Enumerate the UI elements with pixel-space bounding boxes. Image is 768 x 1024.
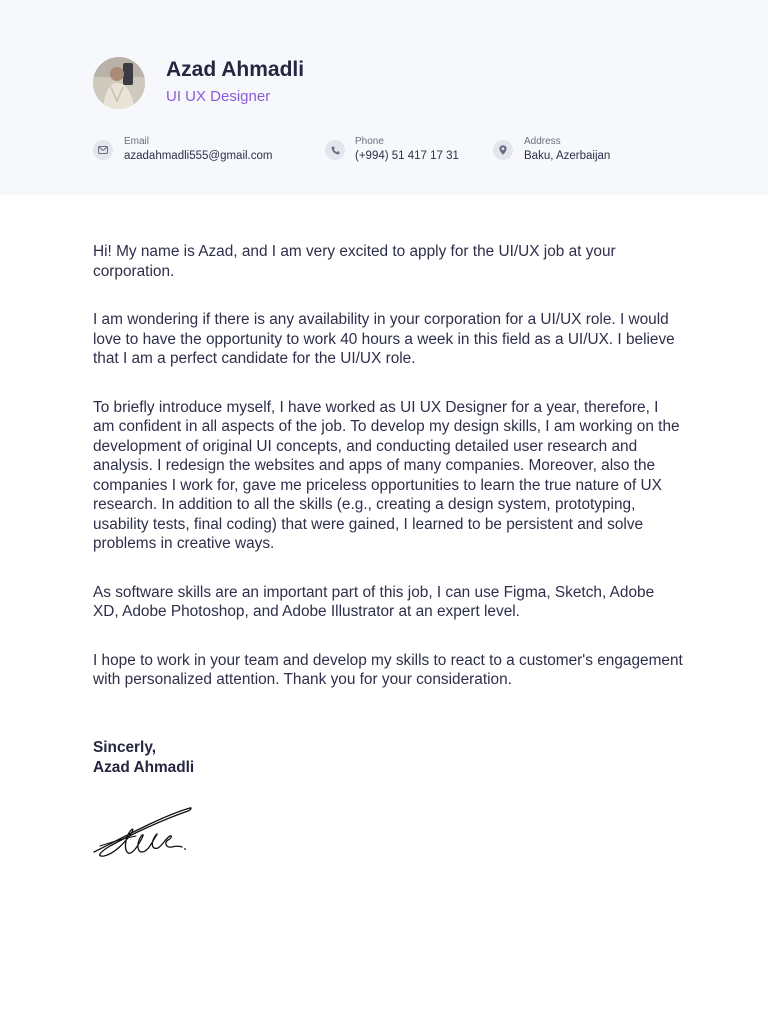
phone-icon [325, 140, 345, 160]
phone-value: (+994) 51 417 17 31 [355, 150, 459, 162]
letter-header [0, 0, 768, 195]
handwritten-signature [92, 802, 194, 862]
letter-body [93, 242, 683, 719]
letter-paragraph: Hi! My name is Azad, and I am very excited to apply for the UI/UX job at your corporation. [93, 243, 616, 280]
location-pin-icon [493, 140, 513, 160]
letter-paragraph: I hope to work in your team and develop my skills to react to a customer's engagement with personalized attention. Thank you for your consideration. [93, 651, 683, 688]
avatar [93, 57, 145, 109]
letter-closing [93, 738, 194, 777]
phone-label: Phone [355, 136, 384, 147]
address-value: Baku, Azerbaijan [524, 150, 611, 162]
mail-icon [93, 140, 113, 160]
signoff-name: Azad Ahmadli [93, 758, 195, 776]
address-label: Address [524, 136, 561, 147]
email-value: azadahmadli555@gmail.com [124, 150, 273, 162]
email-label: Email [124, 136, 150, 147]
profile-title: UI UX Designer [166, 88, 271, 105]
letter-paragraph: To briefly introduce myself, I have worked as UI UX Designer for a year, therefore, I am confident in all aspects of the job. To develop my design skills, I am working on the development of original UI concepts, and conducting detailed user research and analysis. I redesign the websites and apps of many companies. Moreover, also the companies I work for, gave me priceless opportunities to learn the true nature of UX research. In addition to all the skills (e.g., creating a design system, prototyping, usability tests, final coding) that were gained, I learned to be persistent and solve problems in creative ways. [93, 398, 680, 552]
letter-paragraph: As software skills are an important part of this job, I can use Figma, Sketch, Adobe XD, Adobe Photoshop, and Adobe Illustrator at an expert level. [93, 583, 655, 620]
closing-salutation: Sincerly, [93, 739, 157, 756]
letter-paragraph: I am wondering if there is any availability in your corporation for a UI/UX role. I would love to have the opportunity to work 40 hours a week in this field as a UI/UX. I believe that I am a perfect candidate for the UI/UX role. [93, 311, 675, 367]
profile-name: Azad Ahmadli [166, 58, 305, 81]
